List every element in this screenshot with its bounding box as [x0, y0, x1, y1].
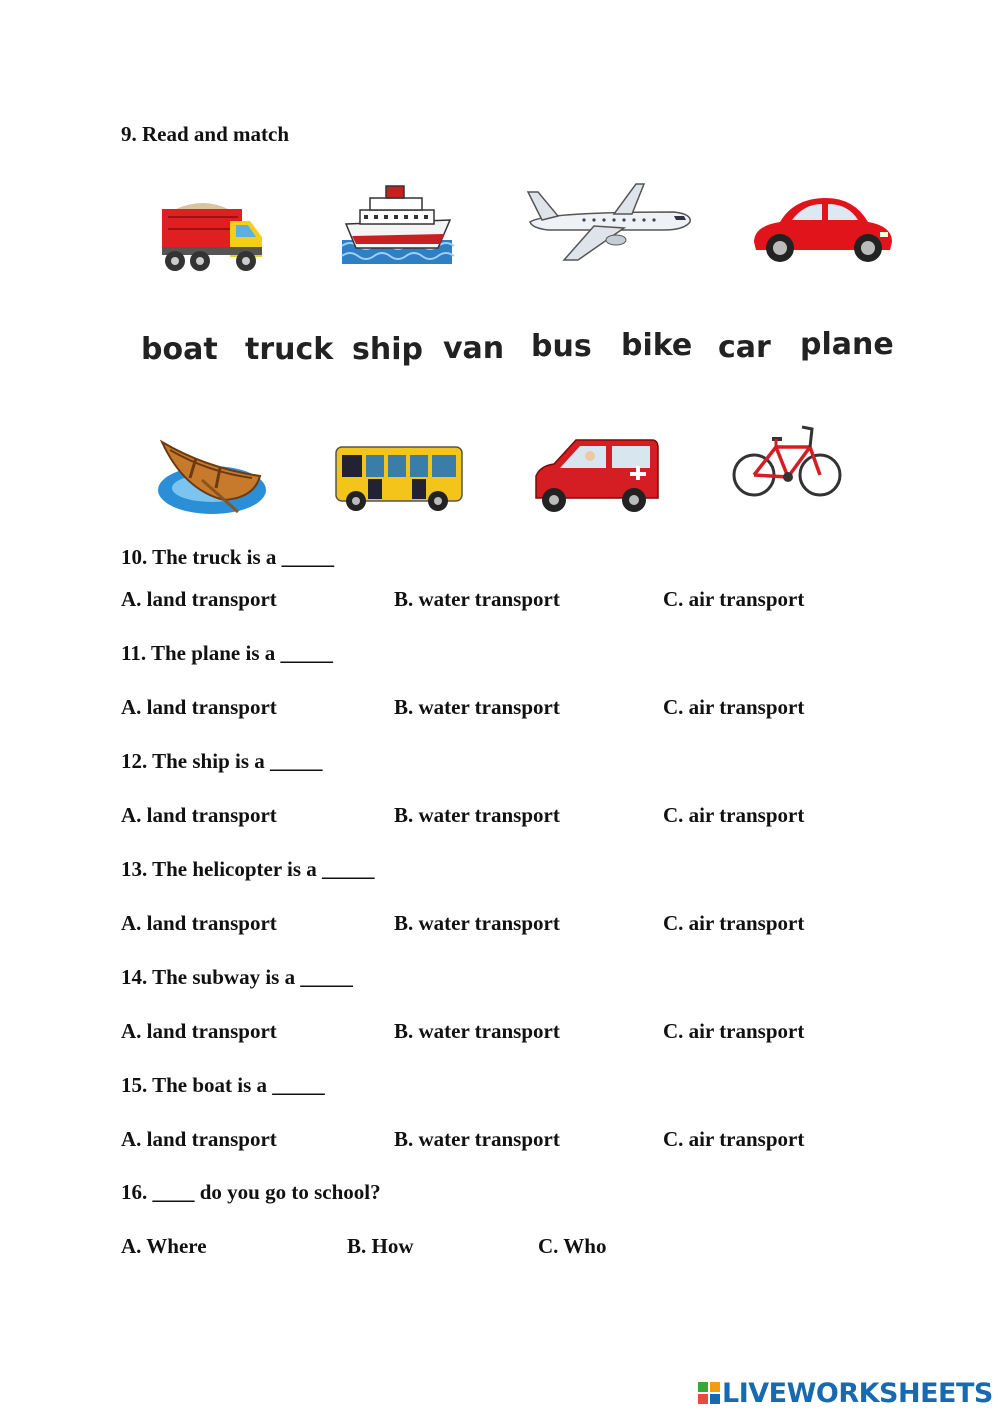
question-13-option-a[interactable]: A. land transport — [121, 911, 277, 935]
question-14: 14. The subway is a _____ — [121, 965, 353, 989]
question-16-option-a[interactable]: A. Where — [121, 1234, 207, 1258]
question-11: 11. The plane is a _____ — [121, 641, 333, 665]
car-picture — [750, 194, 896, 266]
question-14-option-c[interactable]: C. air transport — [663, 1019, 805, 1043]
question-13-option-b[interactable]: B. water transport — [394, 911, 560, 935]
exercise-9-title: 9. Read and match — [121, 122, 290, 146]
word-boat: boat — [141, 332, 218, 367]
question-11-option-b[interactable]: B. water transport — [394, 695, 560, 719]
question-10-option-c[interactable]: C. air transport — [663, 587, 805, 611]
word-plane: plane — [800, 327, 894, 362]
liveworksheets-logo-icon — [698, 1380, 722, 1406]
question-16-option-c[interactable]: C. Who — [538, 1234, 607, 1258]
word-truck: truck — [245, 332, 334, 367]
question-13-option-c[interactable]: C. air transport — [663, 911, 805, 935]
question-12: 12. The ship is a _____ — [121, 749, 323, 773]
plane-picture — [524, 182, 694, 264]
question-16-option-b[interactable]: B. How — [347, 1234, 414, 1258]
question-15-option-b[interactable]: B. water transport — [394, 1127, 560, 1151]
question-12-option-a[interactable]: A. land transport — [121, 803, 277, 827]
question-12-option-b[interactable]: B. water transport — [394, 803, 560, 827]
liveworksheets-logo[interactable] — [698, 1376, 993, 1410]
word-car: car — [718, 330, 771, 365]
question-14-option-b[interactable]: B. water transport — [394, 1019, 560, 1043]
bus-picture — [334, 445, 466, 515]
question-15-option-a[interactable]: A. land transport — [121, 1127, 277, 1151]
question-10: 10. The truck is a _____ — [121, 545, 335, 569]
word-ship: ship — [352, 332, 423, 367]
question-15-option-c[interactable]: C. air transport — [663, 1127, 805, 1151]
word-bike: bike — [621, 328, 693, 363]
word-van: van — [443, 331, 505, 366]
question-14-option-a[interactable]: A. land transport — [121, 1019, 277, 1043]
word-bus: bus — [531, 329, 592, 364]
question-10-option-b[interactable]: B. water transport — [394, 587, 560, 611]
van-picture — [532, 436, 660, 516]
boat-picture — [156, 434, 268, 518]
truck-picture — [158, 195, 268, 275]
question-12-option-c[interactable]: C. air transport — [663, 803, 805, 827]
question-11-option-c[interactable]: C. air transport — [663, 695, 805, 719]
ship-picture — [342, 182, 454, 266]
question-15: 15. The boat is a _____ — [121, 1073, 325, 1097]
question-10-option-a[interactable]: A. land transport — [121, 587, 277, 611]
question-11-option-a[interactable]: A. land transport — [121, 695, 277, 719]
bike-picture — [732, 421, 844, 501]
question-16: 16. ____ do you go to school? — [121, 1180, 381, 1204]
question-13: 13. The helicopter is a _____ — [121, 857, 375, 881]
liveworksheets-brand: LIVEWORKSHEETS — [722, 1377, 993, 1409]
